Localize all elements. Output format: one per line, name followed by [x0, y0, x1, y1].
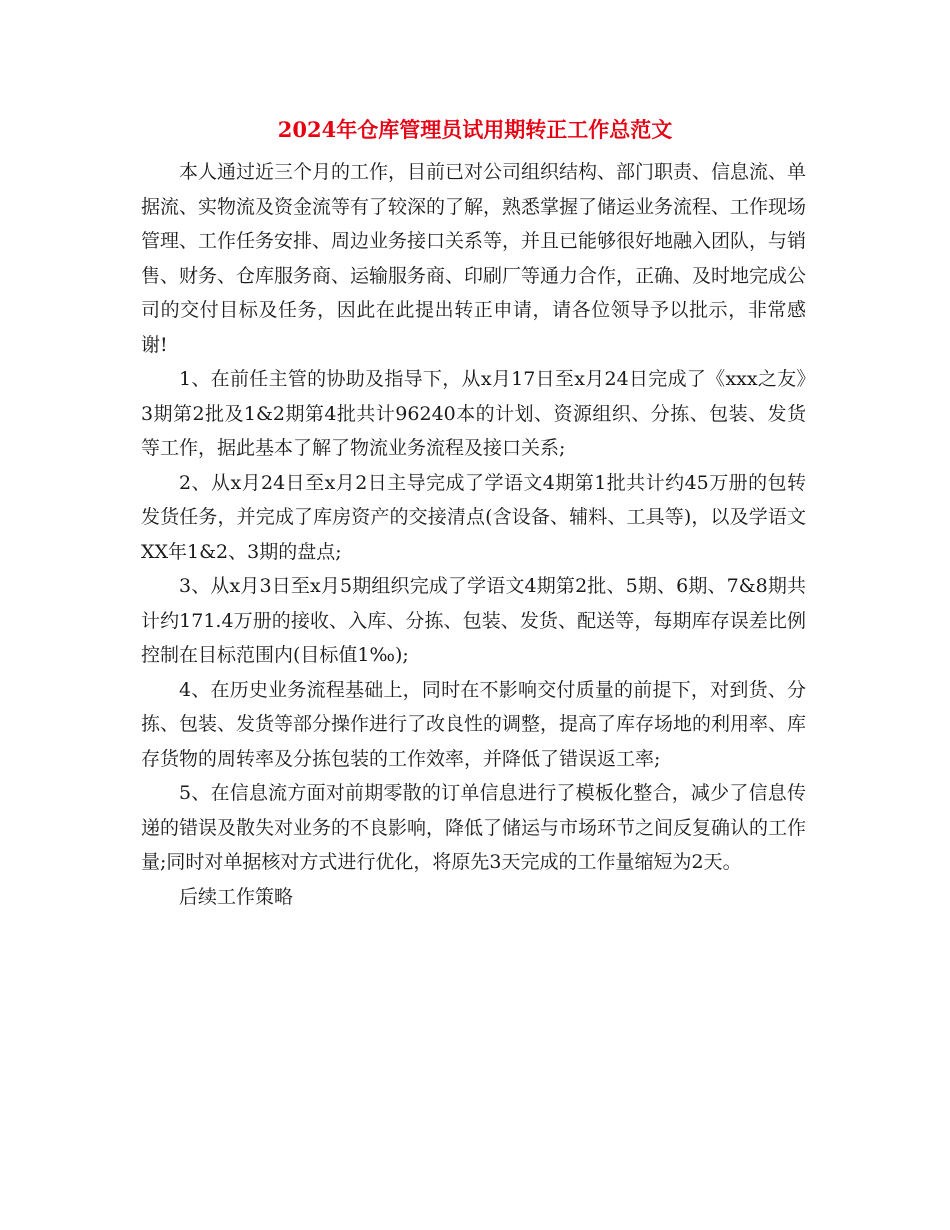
- paragraph-item-3: 3、从x月3日至x月5期组织完成了学语文4期第2批、5期、6期、7&8期共计约171.4万册的接收、入库、分拣、包装、发货、配送等，每期库存误差比例控制在目标范围内(目标值1‰);: [141, 575, 806, 666]
- paragraph-intro: 本人通过近三个月的工作，目前已对公司组织结构、部门职责、信息流、单据流、实物流及资金流等有了较深的了解，熟悉掌握了储运业务流程、工作现场管理、工作任务安排、周边业务接口关系等，并且已能够很好地融入团队，与销售、财务、仓库服务商、运输服务商、印刷厂等通力合作，正确、及时地完成公司的交付目标及任务，因此在此提出转正申请，请各位领导予以批示，非常感谢!: [141, 161, 807, 356]
- document-title: 2024年仓库管理员试用期转正工作总范文: [277, 117, 673, 142]
- paragraph-item-4: 4、在历史业务流程基础上，同时在不影响交付质量的前提下，对到货、分拣、包装、发货等部分操作进行了改良性的调整，提高了库存场地的利用率、库存货物的周转率及分拣包装的工作效率，并降低了错误返工率;: [141, 678, 807, 770]
- section-heading-followup: 后续工作策略: [179, 885, 294, 908]
- paragraph-item-2: 2、从x月24日至x月2日主导完成了学语文4期第1批共计约45万册的包转发货任务，并完成了库房资产的交接清点(含设备、辅料、工具等)，以及学语文XX年1&2、3期的盘点;: [141, 471, 806, 563]
- paragraph-item-5: 5、在信息流方面对前期零散的订单信息进行了模板化整合，减少了信息传递的错误及散失对业务的不良影响，降低了储运与市场环节之间反复确认的工作量;同时对单据核对方式进行优化，将原先3天完成的工作量缩短为2天。: [141, 782, 807, 873]
- paragraph-item-1: 1、在前任主管的协助及指导下，从x月17日至x月24日完成了《xxx之友》3期第2批及1&2期第4批共计96240本的计划、资源组织、分拣、包装、发货等工作，据此基本了解了物流业务流程及接口关系;: [141, 368, 806, 459]
- document-body: [141, 155, 806, 914]
